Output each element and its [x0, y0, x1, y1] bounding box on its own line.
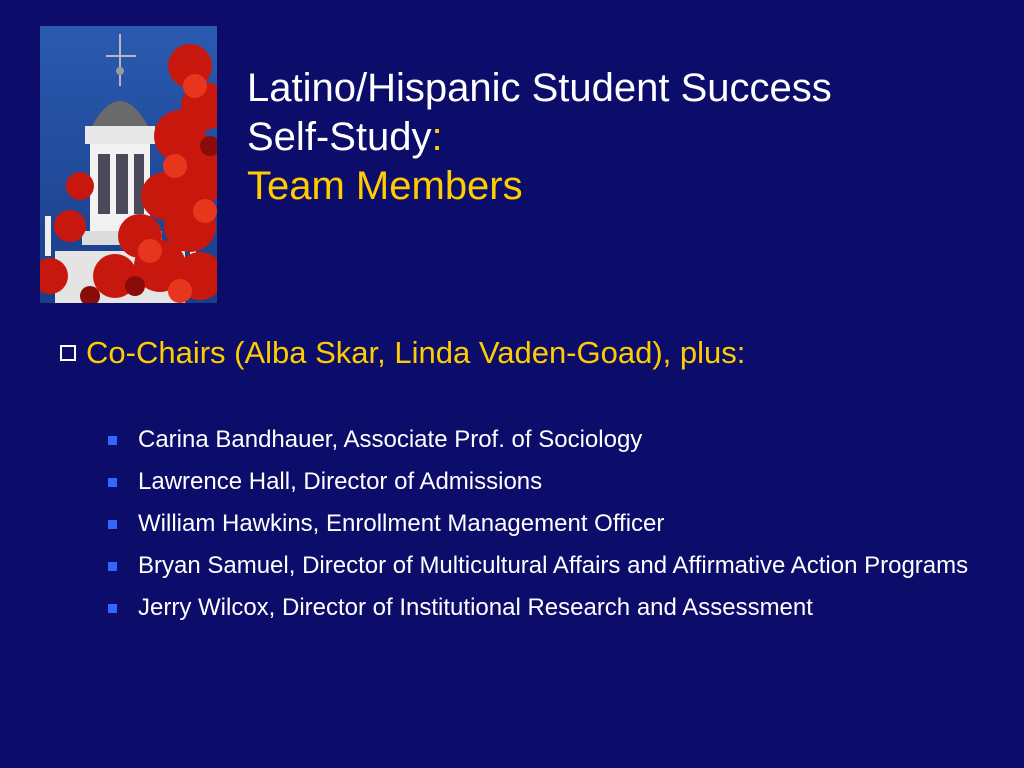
- cupola-foliage-photo: [40, 26, 217, 303]
- member-item: [108, 592, 1008, 624]
- title-line-2-text: Self-Study: [247, 115, 432, 159]
- member-text: William Hawkins, Enrollment Management Officer: [138, 510, 665, 537]
- member-item: [108, 466, 1008, 498]
- title-line-2: [247, 113, 1007, 162]
- member-list: [108, 424, 1008, 634]
- member-text: Lawrence Hall, Director of Admissions: [138, 468, 543, 495]
- title-colon: :: [431, 115, 443, 159]
- slide-title: [247, 64, 1007, 211]
- main-bullet: [60, 333, 1000, 373]
- cupola-foliage-image: [40, 26, 217, 303]
- member-item: [108, 508, 1008, 540]
- member-text: Jerry Wilcox, Director of Institutional Research and Assessment: [138, 594, 813, 621]
- square-bullet-icon: [108, 604, 117, 613]
- member-item: [108, 424, 1008, 456]
- member-item: [108, 550, 1008, 582]
- square-bullet-icon: [108, 478, 117, 487]
- title-line-3: Team Members: [247, 164, 523, 208]
- member-text: Carina Bandhauer, Associate Prof. of Sociology: [138, 426, 643, 453]
- main-bullet-text: Co-Chairs (Alba Skar, Linda Vaden-Goad), plus:: [86, 335, 746, 370]
- hollow-square-bullet-icon: [60, 345, 76, 361]
- square-bullet-icon: [108, 520, 117, 529]
- member-text: Bryan Samuel, Director of Multicultural Affairs and Affirmative Action Programs: [138, 552, 969, 579]
- square-bullet-icon: [108, 562, 117, 571]
- title-line-1: Latino/Hispanic Student Success: [247, 66, 832, 110]
- square-bullet-icon: [108, 436, 117, 445]
